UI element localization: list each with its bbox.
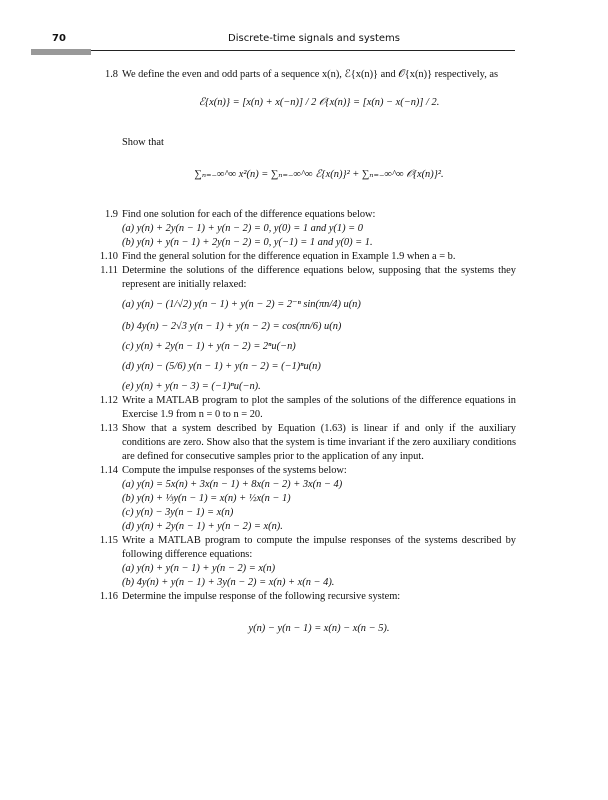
exercise-number: 1.16 [99,591,118,602]
exercise-number: 1.12 [99,395,118,406]
exercise-number: 1.15 [99,535,118,546]
recursive-system-equation: y(n) − y(n − 1) = x(n) − x(n − 5). [248,623,390,634]
equation-item: (b) y(n) + y(n − 1) + 2y(n − 2) = 0, y(−1) = 1 and y(0) = 1. [122,237,373,248]
equation-item: (a) y(n) + 2y(n − 1) + y(n − 2) = 0, y(0) = 1 and y(1) = 0 [122,223,363,234]
exercise-text: Compute the impulse responses of the systems below: [122,465,347,476]
exercise-text: Determine the solutions of the difference equations below, supposing that the systems they represent are initially relaxed: [122,265,516,290]
parseval-sum-equation: ∑ₙ₌₋∞^∞ x²(n) = ∑ₙ₌₋∞^∞ ℰ{x(n)}² + ∑ₙ₌₋∞^∞ 𝒪{x(n)}². [194,169,444,180]
exercise-1-13 [84,422,516,464]
equation-item: (b) y(n) + ⅓y(n − 1) = x(n) + ½x(n − 1) [122,493,291,504]
exercise-1-12 [84,394,516,422]
header-rule [91,50,515,51]
exercise-1-16 [84,590,516,636]
exercise-text: Write a MATLAB program to compute the impulse responses of the systems described by following difference equations: [122,535,516,560]
equation-item: (e) y(n) + y(n − 3) = (−1)ⁿu(−n). [122,381,261,392]
equation-item: (b) 4y(n) + y(n − 1) + 3y(n − 2) = x(n) + x(n − 4). [122,577,335,588]
exercise-number: 1.10 [99,251,118,262]
exercise-text: Find the general solution for the difference equation in Example 1.9 when a = b. [122,251,456,262]
equation-item: (a) y(n) − (1/√2) y(n − 1) + y(n − 2) = 2⁻ⁿ sin(πn/4) u(n) [122,299,361,310]
exercise-number: 1.14 [99,465,118,476]
exercise-1-8 [84,68,516,182]
exercise-number: 1.11 [100,265,118,276]
exercise-1-15 [84,534,516,590]
show-that-text: Show that [122,137,164,148]
exercise-1-11 [84,264,516,394]
exercise-number: 1.13 [99,423,118,434]
header-bar [31,49,91,55]
exercise-1-14 [84,464,516,534]
exercise-number: 1.9 [105,209,118,220]
exercise-text: Write a MATLAB program to plot the samples of the solutions of the difference equations in Exercise 1.9 from n = 0 to n = 20. [122,395,516,420]
exercise-1-10 [84,250,516,264]
exercise-1-9 [84,208,516,250]
page-content [84,68,516,636]
exercise-text: Find one solution for each of the difference equations below: [122,209,376,220]
equation-item: (b) 4y(n) − 2√3 y(n − 1) + y(n − 2) = cos(πn/6) u(n) [122,321,342,332]
equation-even-part: ℰ{x(n)} = [x(n) + x(−n)] / 2 [198,97,317,108]
page-number: 70 [52,33,66,44]
equation-item: (d) y(n) − (5/6) y(n − 1) + y(n − 2) = (−1)ⁿu(n) [122,361,321,372]
equation-item: (a) y(n) + y(n − 1) + y(n − 2) = x(n) [122,563,276,574]
equation-odd-part: 𝒪{x(n)} = [x(n) − x(−n)] / 2. [318,97,440,108]
exercise-text: Determine the impulse response of the following recursive system: [122,591,401,602]
equation-item: (a) y(n) = 5x(n) + 3x(n − 1) + 8x(n − 2) + 3x(n − 4) [122,479,343,490]
running-title: Discrete-time signals and systems [228,33,401,44]
equation-item: (c) y(n) − 3y(n − 1) = x(n) [122,507,234,518]
equation-item: (c) y(n) + 2y(n − 1) + y(n − 2) = 2ⁿu(−n) [122,341,296,352]
exercise-number: 1.8 [105,69,118,80]
equation-item: (d) y(n) + 2y(n − 1) + y(n − 2) = x(n). [122,521,283,532]
exercise-text: Show that a system described by Equation (1.63) is linear if and only if the auxiliary conditions are zero. Show also that the system is time invariant if the zero auxiliary conditions are defined for consecutive samples prior to the application of any input. [122,423,516,462]
exercise-text: We define the even and odd parts of a sequence x(n), ℰ{x(n)} and 𝒪{x(n)} respectively, as [122,69,499,80]
